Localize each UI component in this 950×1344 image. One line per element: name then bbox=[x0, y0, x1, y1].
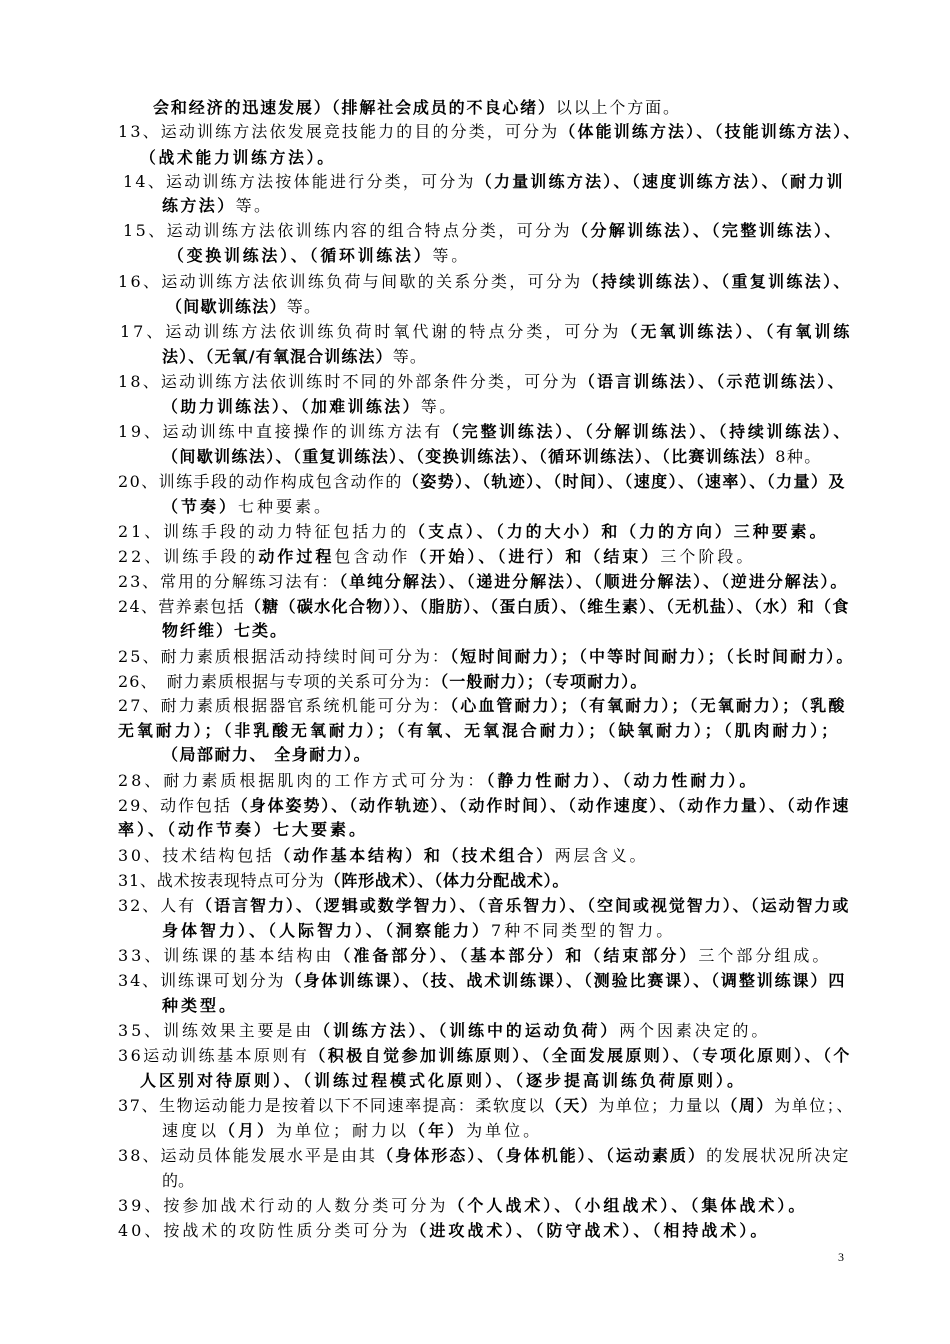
question-text: 包含动作 bbox=[334, 547, 411, 566]
answer-text: （无氧训练法）、（有氧训练 bbox=[621, 322, 853, 341]
text-line bbox=[118, 1094, 854, 1118]
answer-text: （天） bbox=[545, 1096, 599, 1115]
answer-text: （分解训练法）、（完整训练法）、 bbox=[572, 221, 843, 240]
question-text: 40、按战术的攻防性质分类可分为 bbox=[118, 1221, 411, 1240]
text-line bbox=[162, 445, 822, 469]
question-text: 25、耐力素质根据活动持续时间可分为： bbox=[118, 647, 451, 666]
answer-text: 率）、（动作节奏）七大要素。 bbox=[118, 820, 369, 839]
text-line bbox=[140, 146, 336, 170]
answer-text: 法）、（无氧/有氧混合训练法） bbox=[162, 347, 393, 366]
text-line bbox=[118, 370, 846, 394]
answer-text: （语言训练法）、（示范训练法）、 bbox=[578, 372, 846, 391]
text-line bbox=[166, 295, 321, 319]
question-text: 33、训练课的基本结构由 bbox=[118, 946, 335, 965]
question-text: 以以上个方面。 bbox=[555, 98, 681, 117]
question-text: 8种。 bbox=[775, 447, 822, 466]
answer-text: （动作基本结构）和（技术组合） bbox=[274, 846, 555, 865]
answer-text: （局部耐力、 全身耐力）。 bbox=[162, 745, 372, 764]
text-line bbox=[118, 420, 852, 444]
text-line bbox=[118, 670, 647, 694]
text-line bbox=[118, 869, 569, 893]
text-line bbox=[118, 120, 862, 144]
text-line bbox=[120, 320, 852, 344]
answer-text: （阵形战术）、（体力分配战术）。 bbox=[324, 871, 570, 890]
text-line bbox=[118, 645, 854, 669]
text-line bbox=[118, 1019, 770, 1043]
text-line bbox=[118, 794, 850, 818]
text-line bbox=[118, 944, 831, 968]
answer-text: （间歇训练法）、（重复训练法）、（变换训练法）、（循环训练法）、（比赛训练法） bbox=[162, 447, 776, 466]
question-text: 17、运动训练方法依训练负荷时氧代谢的特点分类，可分为 bbox=[120, 322, 622, 341]
answer-text: （准备部分）、（基本部分）和（结束部分） bbox=[334, 946, 699, 965]
question-text: 两层含义。 bbox=[554, 846, 649, 865]
question-text: 等。 bbox=[235, 196, 273, 215]
text-line bbox=[118, 470, 846, 494]
text-line bbox=[162, 495, 333, 519]
text-line bbox=[118, 1044, 852, 1068]
text-line bbox=[123, 219, 843, 243]
text-line bbox=[118, 1194, 807, 1218]
text-line bbox=[118, 1219, 769, 1243]
answer-text: 动作过程 bbox=[258, 547, 335, 566]
question-text: 等。 bbox=[286, 297, 322, 316]
question-text: 35、训练效果主要是由 bbox=[118, 1021, 315, 1040]
question-text: 24、营养素包括 bbox=[118, 597, 245, 616]
question-text: 18、运动训练方法依训练时不同的外部条件分类，可分为 bbox=[118, 372, 579, 391]
question-text: 七种要素。 bbox=[238, 497, 334, 516]
answer-text: （静力性耐力）、（动力性耐力）。 bbox=[486, 771, 759, 790]
text-line bbox=[118, 520, 828, 544]
question-text: 等。 bbox=[432, 246, 470, 265]
question-text: 为单位。 bbox=[466, 1121, 543, 1140]
question-text: 22、训练手段的 bbox=[118, 547, 259, 566]
text-line bbox=[168, 244, 470, 268]
question-text: 14、运动训练方法按体能进行分类，可分为 bbox=[123, 172, 476, 191]
text-line bbox=[118, 818, 368, 842]
text-line bbox=[162, 1169, 194, 1193]
answer-text: （月） bbox=[219, 1121, 277, 1140]
text-line bbox=[162, 395, 458, 419]
page-number: 3 bbox=[838, 1250, 844, 1264]
question-text: 两个因素决定的。 bbox=[619, 1021, 771, 1040]
question-text: 的发展状况所决定 bbox=[706, 1146, 851, 1165]
answer-text: （体能训练方法）、（技能训练方法）、 bbox=[559, 122, 862, 141]
question-text: 20、训练手段的动作构成包含动作的 bbox=[118, 472, 403, 491]
answer-text: （年） bbox=[409, 1121, 467, 1140]
answer-text: 物纤维）七类。 bbox=[162, 621, 289, 640]
question-text: 39、按参加战术行动的人数分类可分为 bbox=[118, 1196, 449, 1215]
question-text: 三个阶段。 bbox=[660, 547, 756, 566]
answer-text: （进攻战术）、（防守战术）、（相持战术）。 bbox=[410, 1221, 770, 1240]
text-line bbox=[162, 743, 371, 767]
answer-text: （身体形态）、（身体机能）、（运动素质） bbox=[377, 1146, 707, 1165]
answer-text: （糖（碳水化合物））、（脂肪）、（蛋白质）、（维生素）、（无机盐）、（水）和（食 bbox=[244, 597, 850, 616]
question-text: 15、运动训练方法依训练内容的组合特点分类，可分为 bbox=[123, 221, 573, 240]
text-line bbox=[118, 719, 840, 743]
answer-text: （一般耐力）；（专项耐力）。 bbox=[440, 672, 648, 691]
text-line bbox=[118, 694, 846, 718]
question-text: 7种不同类型的智力。 bbox=[491, 921, 676, 940]
question-text: 27、耐力素质根据器官系统机能可分为： bbox=[118, 696, 451, 715]
question-text: 26、 耐力素质根据与专项的关系可分为： bbox=[118, 672, 441, 691]
text-line bbox=[118, 844, 648, 868]
answer-text: （语言智力）、（逻辑或数学智力）、（音乐智力）、（空间或视觉智力）、（运动智力或 bbox=[196, 896, 851, 915]
text-line bbox=[118, 1144, 850, 1168]
answer-text: 练方法） bbox=[162, 196, 236, 215]
answer-text: （身体训练课）、（技、战术训练课）、（测验比赛课）、（调整训练课）四 bbox=[285, 971, 847, 990]
question-text: 31、战术按表现特点可分为 bbox=[118, 871, 325, 890]
text-line bbox=[118, 894, 850, 918]
answer-text: （战术能力训练方法）。 bbox=[140, 148, 336, 167]
question-text: 等。 bbox=[392, 347, 427, 366]
answer-text: 会和经济的迅速发展）（排解社会成员的不良心绪） bbox=[153, 98, 556, 117]
question-text: 21、训练手段的动力特征包括力的 bbox=[118, 522, 410, 541]
text-line bbox=[118, 769, 758, 793]
text-line bbox=[162, 345, 427, 369]
answer-text: （训练方法）、（训练中的运动负荷） bbox=[314, 1021, 620, 1040]
answer-text: （身体姿势）、（动作轨迹）、（动作时间）、（动作速度）、（动作力量）、（动作速 bbox=[231, 796, 851, 815]
question-text: 16、运动训练方法依训练负荷与间歇的关系分类，可分为 bbox=[118, 272, 583, 291]
answer-text: 无氧耐力）；（非乳酸无氧耐力）；（有氧、无氧混合耐力）；（缺氧耐力）；（肌肉耐力）； bbox=[118, 721, 841, 740]
answer-text: 人区别对待原则）、（训练过程模式化原则）、（逐步提高训练负荷原则）。 bbox=[140, 1071, 747, 1090]
text-line bbox=[162, 994, 238, 1018]
text-line bbox=[140, 1069, 746, 1093]
text-line bbox=[118, 969, 846, 993]
text-line bbox=[118, 545, 755, 569]
text-line bbox=[123, 170, 845, 194]
answer-text: （周） bbox=[721, 1096, 775, 1115]
answer-text: （变换训练法）、（循环训练法） bbox=[168, 246, 433, 265]
answer-text: （单纯分解法）、（递进分解法）、（顺进分解法）、（逆进分解法）。 bbox=[339, 572, 849, 591]
question-text: 为单位；力量以 bbox=[598, 1096, 722, 1115]
question-text: 34、训练课可划分为 bbox=[118, 971, 286, 990]
text-line bbox=[118, 595, 850, 619]
text-line bbox=[162, 1119, 542, 1143]
answer-text: （完整训练法）、（分解训练法）、（持续训练法）、 bbox=[443, 422, 853, 441]
answer-text: （持续训练法）、（重复训练法）、 bbox=[582, 272, 852, 291]
question-text: 30、技术结构包括 bbox=[118, 846, 275, 865]
answer-text: （积极自觉参加训练原则）、（全面发展原则）、（专项化原则）、（个 bbox=[309, 1046, 852, 1065]
question-text: 等。 bbox=[420, 397, 458, 416]
question-text: 三个部分组成。 bbox=[698, 946, 832, 965]
answer-text: （心血管耐力）；（有氧耐力）；（无氧耐力）；（乳酸 bbox=[450, 696, 847, 715]
question-text: 23、常用的分解练习法有： bbox=[118, 572, 340, 591]
text-line bbox=[162, 194, 272, 218]
question-text: 32、人有 bbox=[118, 896, 197, 915]
answer-text: （姿势）、（轨迹）、（时间）、（速度）、（速率）、（力量）及 bbox=[402, 472, 846, 491]
question-text: 的。 bbox=[162, 1171, 195, 1190]
answer-text: （短时间耐力）；（中等时间耐力）；（长时间耐力）。 bbox=[450, 647, 855, 666]
answer-text: （支点）、（力的大小）和（力的方向）三种要素。 bbox=[409, 522, 829, 541]
question-text: 36运动训练基本原则有 bbox=[118, 1046, 310, 1065]
answer-text: （开始）、（进行）和（结束） bbox=[410, 547, 661, 566]
answer-text: （间歇训练法） bbox=[166, 297, 287, 316]
text-line bbox=[118, 270, 852, 294]
question-text: 13、运动训练方法依发展竞技能力的目的分类，可分为 bbox=[118, 122, 560, 141]
text-line bbox=[162, 619, 288, 643]
question-text: 29、动作包括 bbox=[118, 796, 232, 815]
answer-text: 种类型。 bbox=[162, 996, 239, 1015]
text-line bbox=[153, 96, 681, 120]
answer-text: （个人战术）、（小组战术）、（集体战术）。 bbox=[448, 1196, 808, 1215]
answer-text: （节奏） bbox=[162, 497, 239, 516]
text-line bbox=[118, 570, 848, 594]
answer-text: （力量训练方法）、（速度训练方法）、（耐力训 bbox=[475, 172, 845, 191]
question-text: 19、运动训练中直接操作的训练方法有 bbox=[118, 422, 444, 441]
question-text: 28、耐力素质根据肌肉的工作方式可分为： bbox=[118, 771, 487, 790]
question-text: 为单位；耐力以 bbox=[276, 1121, 410, 1140]
question-text: 38、运动员体能发展水平是由其 bbox=[118, 1146, 378, 1165]
question-text: 速度以 bbox=[162, 1121, 220, 1140]
text-line bbox=[162, 919, 675, 943]
answer-text: 身体智力）、（人际智力）、（洞察能力） bbox=[162, 921, 492, 940]
question-text: 37、生物运动能力是按着以下不同速率提高：柔软度以 bbox=[118, 1096, 546, 1115]
answer-text: （助力训练法）、（加难训练法） bbox=[162, 397, 421, 416]
question-text: 为单位；、 bbox=[774, 1096, 854, 1115]
